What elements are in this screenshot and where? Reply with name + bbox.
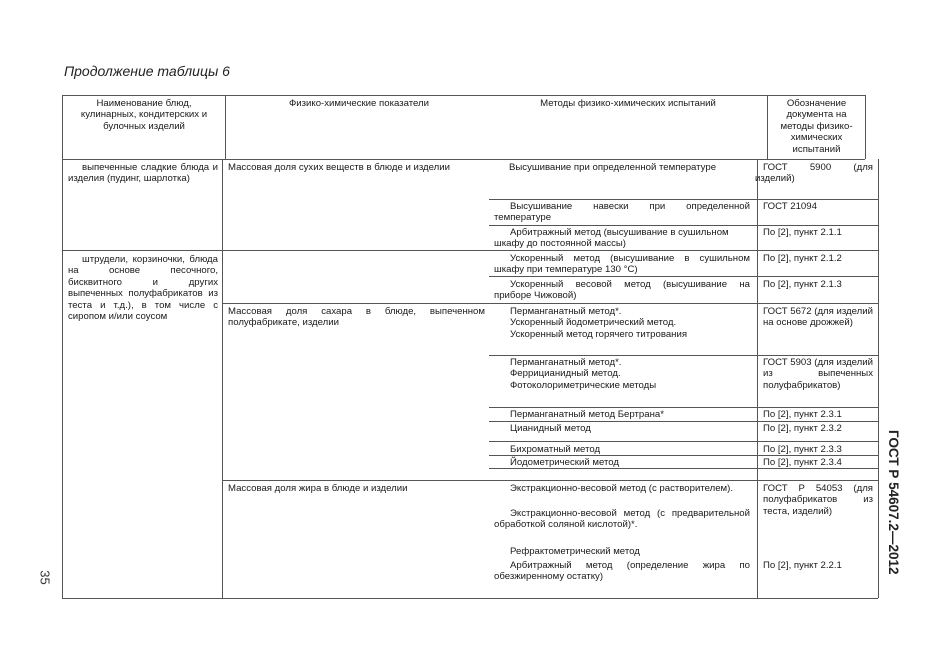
header-methods: Методы физико-химических испытаний xyxy=(540,98,716,109)
method-cell: Перманганатный метод Бертрана* xyxy=(510,409,664,420)
method-cell: Цианидный метод xyxy=(510,423,591,434)
rule xyxy=(489,441,878,442)
rule xyxy=(62,95,63,598)
document-cell: По [2], пункт 2.3.4 xyxy=(763,457,842,468)
table-caption: Продолжение таблицы 6 xyxy=(64,63,230,79)
document-cell: По [2], пункт 2.1.3 xyxy=(763,279,842,290)
header-indicators: Физико-химические показатели xyxy=(289,98,429,109)
document-cell: ГОСТ 5900 (для изделий) xyxy=(755,162,873,185)
rule xyxy=(225,95,226,159)
rule xyxy=(222,159,223,598)
method-cell: Экстракционно-весовой метод (с предварительной обработкой соляной кислотой)*. xyxy=(494,508,750,531)
header-document: Обозначение документа на методы физико- химических испытаний xyxy=(780,98,853,155)
rule xyxy=(489,303,878,304)
rule xyxy=(489,355,878,356)
rule xyxy=(865,95,866,159)
document-cell: По [2], пункт 2.1.2 xyxy=(763,253,842,264)
rule xyxy=(489,480,878,481)
method-cell: Рефрактометрический метод xyxy=(510,546,640,557)
method-cell: Йодометрический метод xyxy=(510,457,619,468)
document-cell: По [2], пункт 2.1.1 xyxy=(763,227,842,238)
rule xyxy=(767,95,768,159)
method-cell: Ускоренный метод (высушивание в сушильном шкафу при температуре 130 °С) xyxy=(494,253,750,276)
method-cell: Арбитражный метод (определение жира по обезжиренному остатку) xyxy=(494,560,750,583)
rule xyxy=(222,250,489,251)
rule xyxy=(489,225,878,226)
product-cell: штрудели, корзиночки, блюда на основе песочного, бисквитного и других выпеченных полуфабрикатов из теста и т.д.), в том числе с сиропом и/или соусом xyxy=(68,254,218,323)
document-cell: ГОСТ 21094 xyxy=(763,201,817,212)
indicator-cell: Массовая доля жира в блюде и изделии xyxy=(228,483,408,494)
method-cell: Ускоренный весовой метод (высушивание на приборе Чижовой) xyxy=(494,279,750,302)
rule xyxy=(489,199,878,200)
rule xyxy=(489,421,878,422)
rule xyxy=(62,598,878,599)
document-cell: По [2], пункт 2.3.2 xyxy=(763,423,842,434)
rule xyxy=(489,407,878,408)
rule xyxy=(222,480,489,481)
page-number: 35 xyxy=(37,570,53,585)
method-cell: Высушивание при определенной температуре xyxy=(509,162,717,173)
method-cell: Перманганатный метод*. Феррицианидный метод. Фотоколориметрические методы xyxy=(510,357,657,391)
indicator-cell: Массовая доля сахара в блюде, выпеченном полуфабрикате, изделии xyxy=(228,306,485,329)
method-cell: Перманганатный метод*. Ускоренный йодометрический метод. Ускоренный метод горячего титрования xyxy=(510,306,688,340)
method-cell: Бихроматный метод xyxy=(510,444,601,455)
product-cell: выпеченные сладкие блюда и изделия (пудинг, шарлотка) xyxy=(68,162,218,185)
rule xyxy=(62,250,222,251)
document-cell: ГОСТ 5903 (для изделий из выпеченных полуфабрикатов) xyxy=(763,357,873,391)
rule xyxy=(489,250,878,251)
method-cell: Экстракционно-весовой метод (с растворителем). xyxy=(510,483,734,494)
document-cell: По [2], пункт 2.3.3 xyxy=(763,444,842,455)
standard-designation: ГОСТ Р 54607.2—2012 xyxy=(886,430,901,575)
rule xyxy=(222,303,489,304)
rule xyxy=(489,276,878,277)
rule xyxy=(62,95,865,96)
method-cell: Арбитражный метод (высушивание в сушильном шкафу до постоянной массы) xyxy=(494,227,729,250)
indicator-cell: Массовая доля сухих веществ в блюде и изделии xyxy=(228,162,450,173)
method-cell: Высушивание навески при определенной температуре xyxy=(494,201,750,224)
document-cell: ГОСТ Р 54053 (для полуфабрикатов из теста, изделий) xyxy=(763,483,873,517)
rule xyxy=(62,159,865,160)
rule xyxy=(878,159,879,598)
document-cell: ГОСТ 5672 (для изделий на основе дрожжей) xyxy=(763,306,873,329)
document-cell: По [2], пункт 2.2.1 xyxy=(763,560,842,571)
document-cell: По [2], пункт 2.3.1 xyxy=(763,409,842,420)
header-product-name: Наименование блюд, кулинарных, кондитерских и булочных изделий xyxy=(80,98,208,132)
